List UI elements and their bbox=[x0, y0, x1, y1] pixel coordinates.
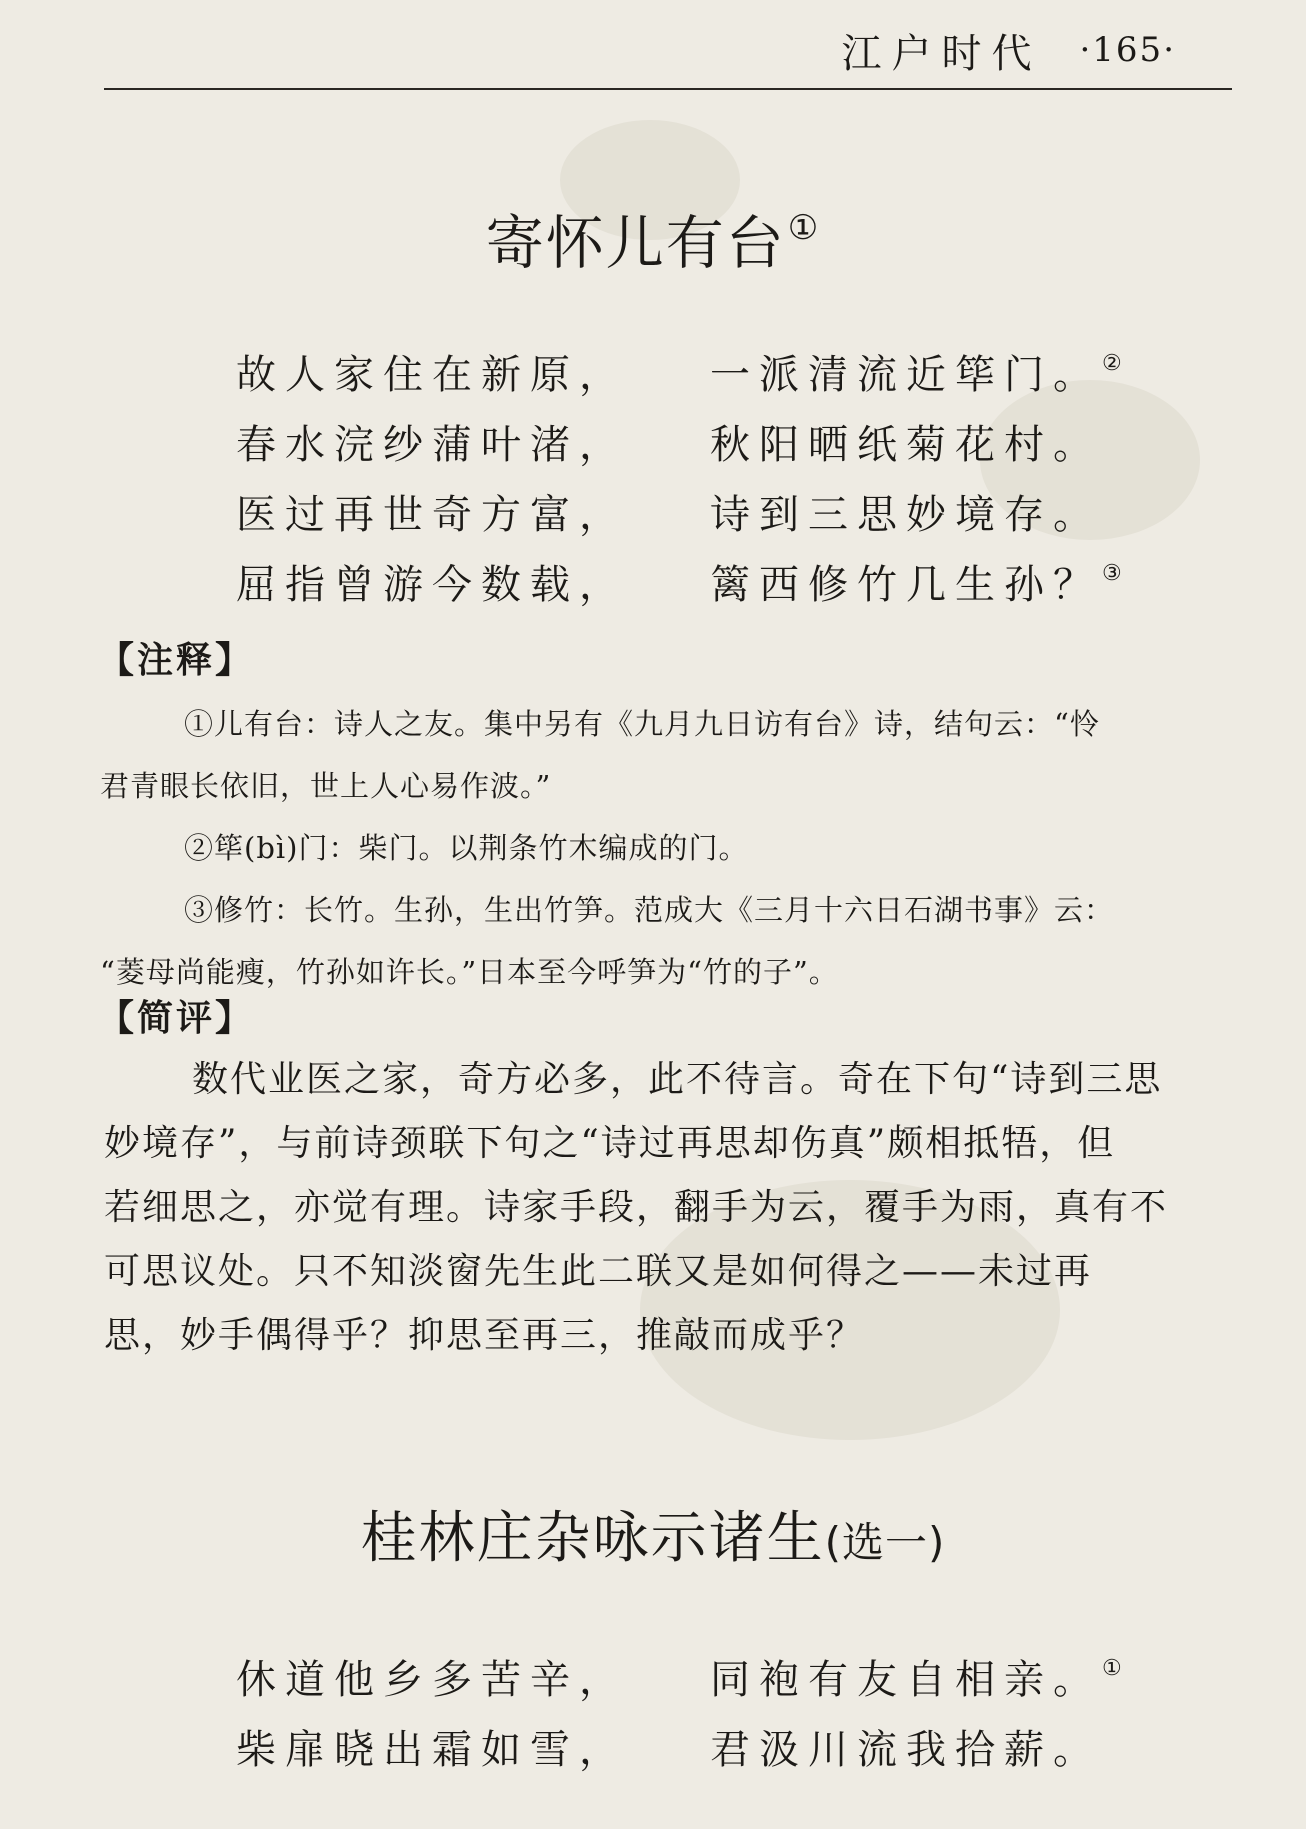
poem-line-first-half: 故人家住在新原， bbox=[236, 351, 628, 398]
poem-line-second-half: 篱西修竹几生孙？③ bbox=[710, 560, 1122, 608]
poem-line-first-half: 屈指曾游今数载， bbox=[236, 561, 628, 608]
poem-line bbox=[236, 476, 1136, 546]
chapter-title: 江户时代 bbox=[841, 30, 1042, 77]
poem-body bbox=[236, 1641, 1136, 1781]
footnote-marker: ③ bbox=[1102, 560, 1122, 586]
commentary-line: 妙境存”，与前诗颈联下句之“诗过再思却伤真”颇相抵牾，但 bbox=[104, 1123, 1116, 1164]
poem-line-first-half: 休道他乡多苦辛， bbox=[236, 1656, 628, 1703]
commentary-section bbox=[104, 1048, 1232, 1368]
poem-line bbox=[236, 1711, 1136, 1781]
header-rule bbox=[104, 88, 1232, 90]
poem-line bbox=[236, 336, 1136, 406]
poem-line-first-half: 春水浣纱蒲叶渚， bbox=[236, 421, 628, 468]
poem-line bbox=[236, 1641, 1136, 1711]
poem-line bbox=[236, 406, 1136, 476]
commentary-line: 思，妙手偶得乎？抑思至再三，推敲而成乎？ bbox=[104, 1315, 865, 1356]
footnote-marker: ① bbox=[787, 208, 821, 248]
poem-line-first-half: 柴扉晓出霜如雪， bbox=[236, 1726, 628, 1773]
poem-title-text: 桂林庄杂咏示诸生 bbox=[360, 1506, 825, 1571]
note-line: ②筚(bì)门：柴门。以荆条竹木编成的门。 bbox=[184, 831, 749, 865]
poem-title bbox=[0, 196, 1306, 280]
footnote-marker: ② bbox=[1102, 350, 1122, 376]
notes-heading: 【注释】 bbox=[98, 640, 255, 681]
notes-section bbox=[100, 693, 1230, 1003]
note-line: ③修竹：长竹。生孙，生出竹笋。范成大《三月十六日石湖书事》云： bbox=[184, 893, 1115, 927]
page-number: ·165· bbox=[1079, 30, 1176, 70]
poem-title bbox=[0, 1494, 1306, 1574]
note-line: 君青眼长依旧，世上人心易作波。” bbox=[100, 769, 552, 803]
poem-line-second-half: 一派清流近筚门。② bbox=[710, 350, 1122, 398]
commentary-heading: 【简评】 bbox=[98, 998, 255, 1039]
poem-line-second-half: 诗到三思妙境存。 bbox=[710, 491, 1102, 538]
poem-line-first-half: 医过再世奇方富， bbox=[236, 491, 628, 538]
note-line: “菱母尚能瘦，竹孙如许长。”日本至今呼笋为“竹的子”。 bbox=[100, 955, 839, 989]
commentary-line: 数代业医之家，奇方必多，此不待言。奇在下句“诗到三思 bbox=[192, 1059, 1163, 1100]
poem-body bbox=[236, 336, 1136, 616]
poem-title-text: 寄怀儿有台 bbox=[485, 209, 786, 277]
poem-line bbox=[236, 546, 1136, 616]
note-line: ①儿有台：诗人之友。集中另有《九月九日访有台》诗，结句云：“怜 bbox=[184, 707, 1100, 741]
poem-title-subtitle: (选一) bbox=[824, 1518, 946, 1567]
footnote-marker: ① bbox=[1102, 1655, 1122, 1681]
commentary-line: 若细思之，亦觉有理。诗家手段，翻手为云，覆手为雨，真有不 bbox=[104, 1187, 1169, 1228]
running-header bbox=[841, 22, 1176, 78]
poem-line-second-half: 同袍有友自相亲。① bbox=[710, 1655, 1122, 1703]
commentary-line: 可思议处。只不知淡窗先生此二联又是如何得之——未过再 bbox=[104, 1251, 1093, 1292]
poem-line-second-half: 秋阳晒纸菊花村。 bbox=[710, 421, 1102, 468]
poem-line-second-half: 君汲川流我拾薪。 bbox=[710, 1726, 1102, 1773]
